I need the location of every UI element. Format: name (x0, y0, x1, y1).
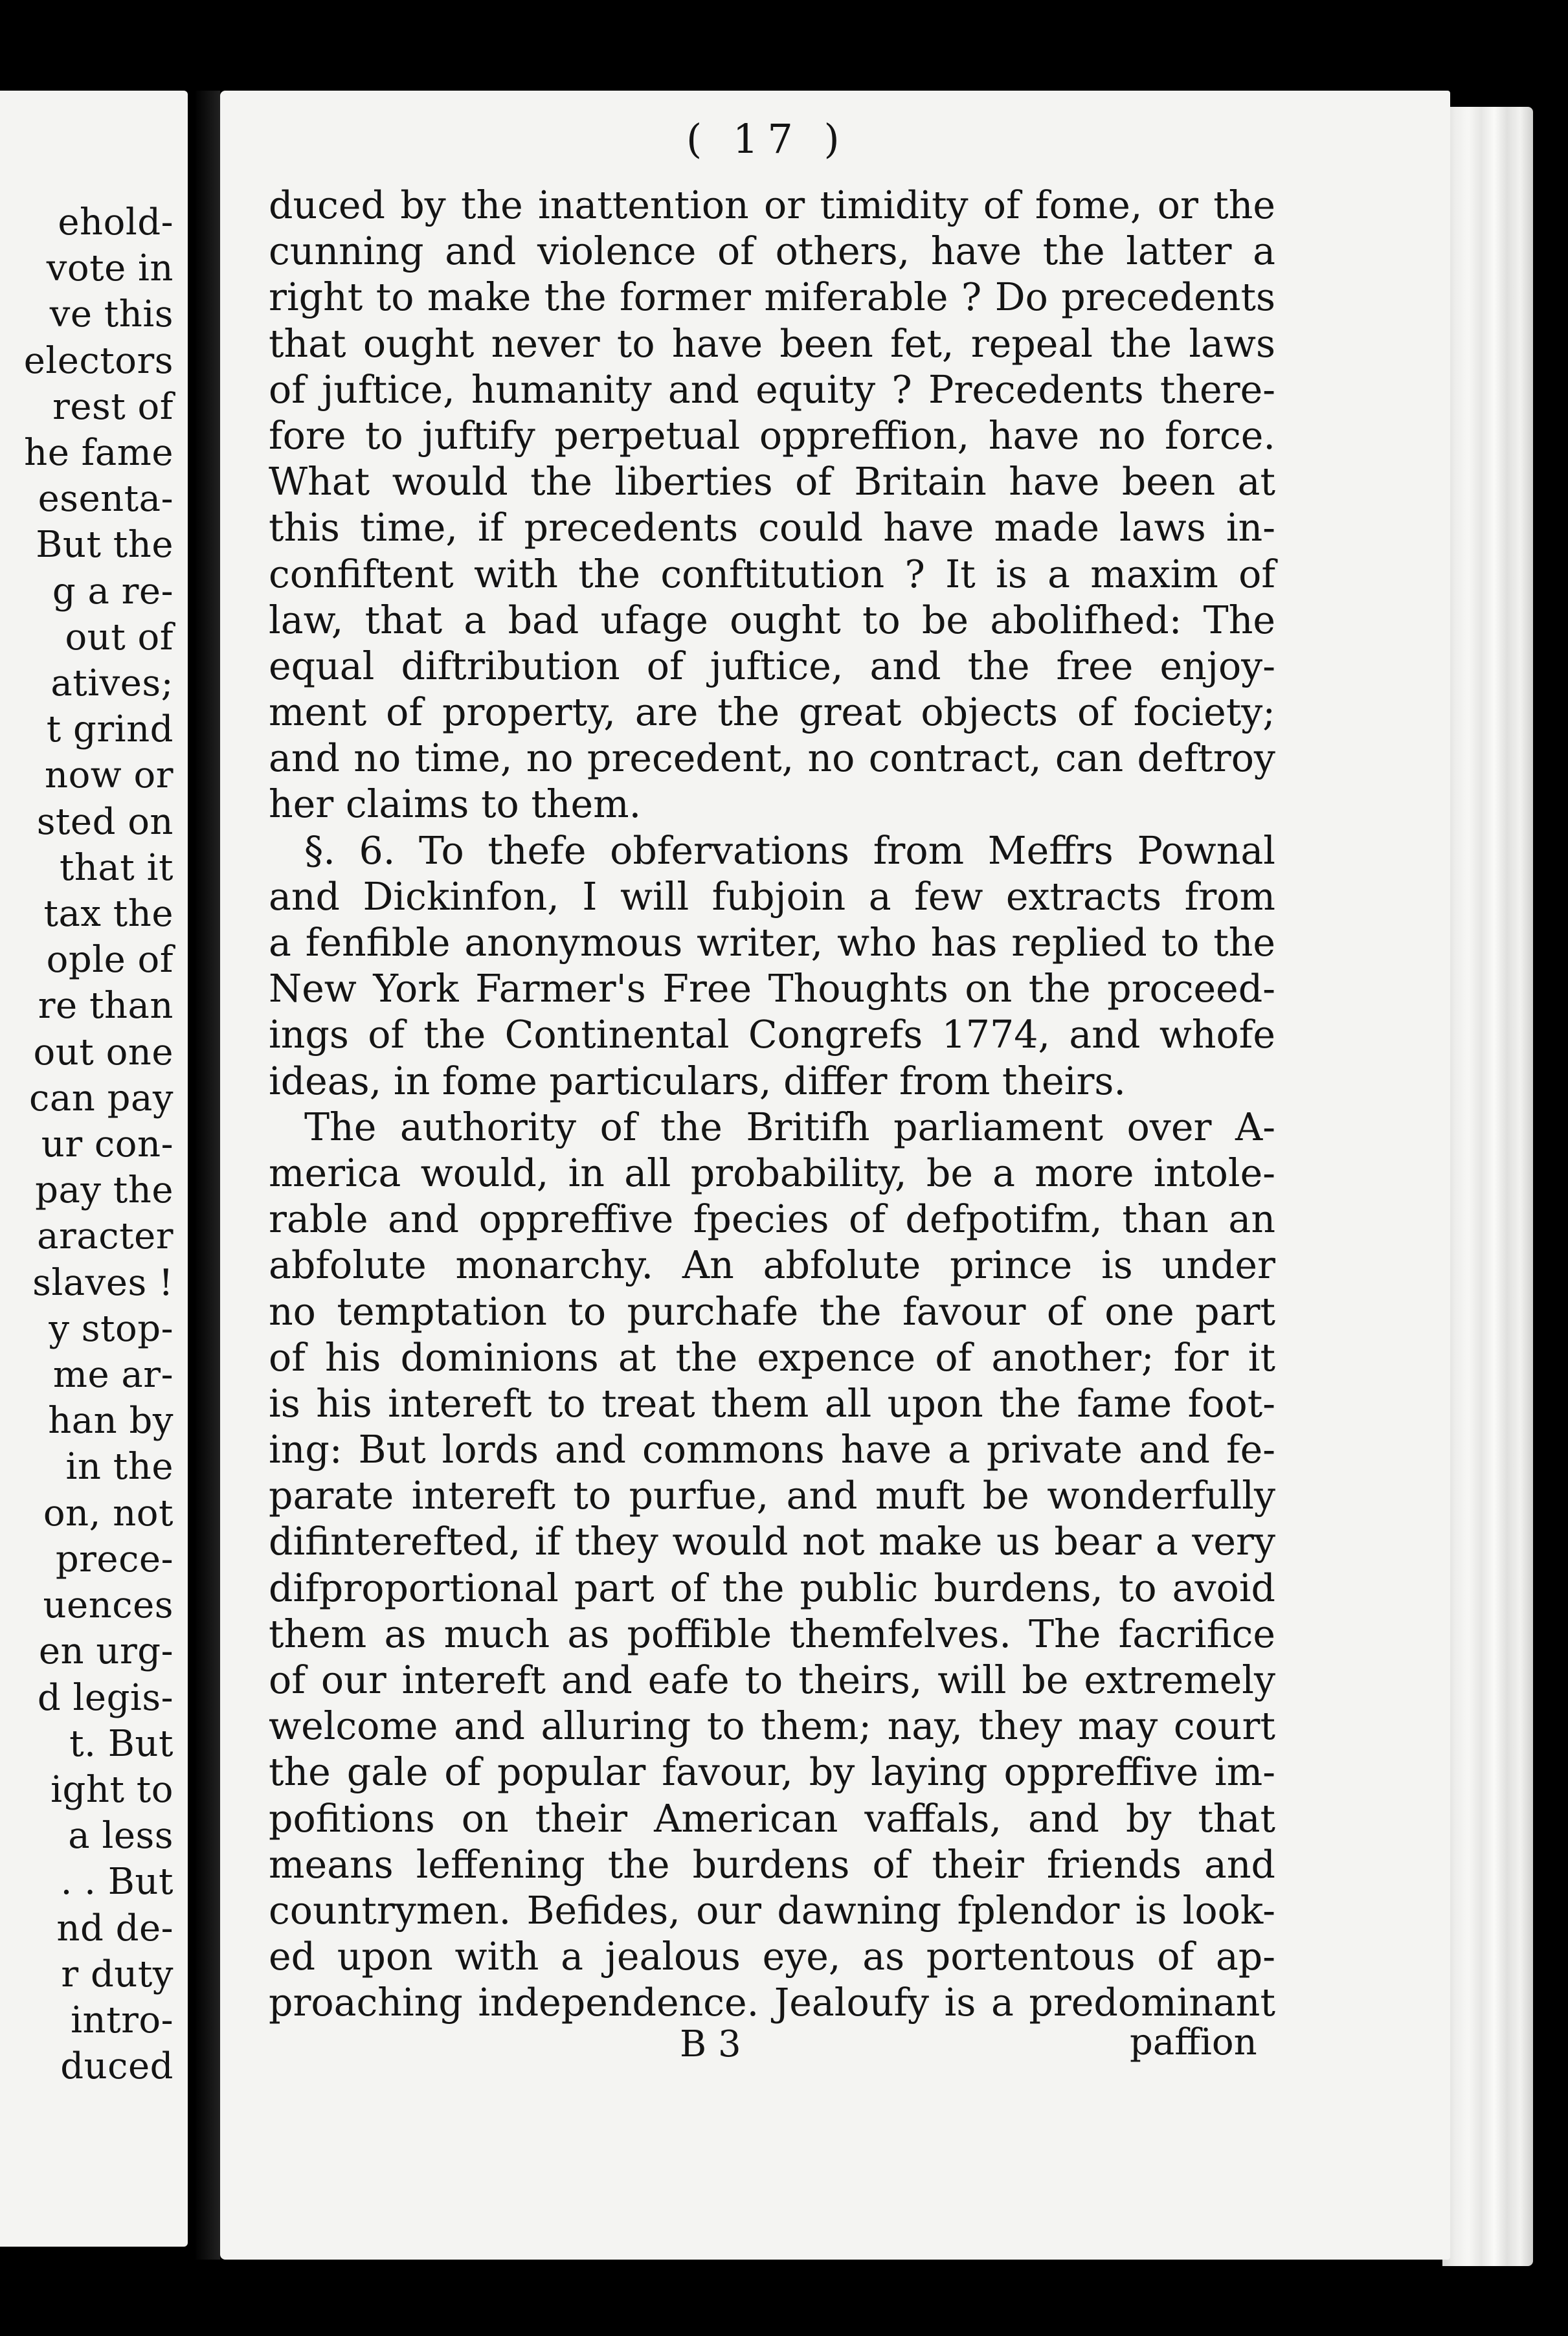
text-line: welcome and alluring to them; nay, they may court (269, 1704, 1275, 1749)
facing-page-line: intro- (71, 1999, 174, 2041)
facing-page-line: atives; (50, 662, 174, 705)
facing-page-line: electors (23, 339, 174, 382)
text-line: ment of property, are the great objects of fociety; (269, 690, 1275, 735)
text-line: duced by the inattention or timidity of fome, or the (269, 183, 1275, 227)
text-line: her claims to them. (269, 782, 642, 827)
facing-page-line: on, not (43, 1492, 174, 1534)
text-line: and Dickinfon, I will fubjoin a few extracts from (269, 874, 1275, 919)
facing-page-text (24, 199, 174, 2089)
facing-page-line: r duty (61, 1953, 174, 1995)
facing-page-line: out of (65, 616, 174, 658)
facing-page-line: a less (68, 1815, 174, 1858)
text-line: §. 6. To thefe obfervations from Meffrs Pownal (304, 828, 1275, 873)
facing-page-line: re than (38, 985, 174, 1028)
facing-page-line: rest of (52, 385, 174, 428)
text-line: a fenfible anonymous writer, who has replied to the (269, 921, 1275, 965)
text-line: law, that a bad ufage ought to be abolifhed: The (269, 598, 1275, 642)
facing-page-line: out one (33, 1031, 174, 1073)
catchword: paffion (1130, 2021, 1257, 2063)
facing-page-line: now or (45, 754, 174, 797)
facing-page-line: vote in (46, 247, 174, 290)
facing-page-line: t grind (46, 708, 174, 751)
text-line: the gale of popular favour, by laying oppreffive im- (269, 1750, 1275, 1795)
text-line: ing: But lords and commons have a private and fe- (269, 1428, 1275, 1472)
text-line: confiftent with the conftitution ? It is a maxim of (269, 552, 1275, 596)
text-line: proaching independence. Jealoufy is a predominant (269, 1981, 1275, 2025)
text-line: The authority of the Britifh parliament over A- (304, 1105, 1275, 1149)
text-line: parate intereft to purfue, and muft be wonderfully (269, 1474, 1275, 1518)
facing-page-line: ur con- (41, 1123, 174, 1166)
facing-page-line: tax the (43, 893, 174, 936)
facing-page-line: slaves ! (32, 1261, 174, 1304)
text-line: of juftice, humanity and equity ? Precedents there- (269, 367, 1275, 412)
text-line: countrymen. Befides, our dawning fplendor is look- (269, 1888, 1275, 1933)
text-line: them as much as poffible themfelves. The facrifice (269, 1612, 1275, 1656)
facing-page-line: ight to (50, 1768, 174, 1811)
text-line: ings of the Continental Congrefs 1774, and whofe (269, 1013, 1275, 1057)
text-line: is his intereft to treat them all upon the fame foot- (269, 1381, 1275, 1426)
page-edges (1442, 107, 1533, 2266)
facing-page-line: nd de- (56, 1907, 174, 1949)
text-line: pofitions on their American vaffals, and by that (269, 1796, 1275, 1841)
facing-page-line: d legis- (37, 1676, 174, 1719)
facing-page-line: pay the (35, 1169, 174, 1212)
text-line: What would the liberties of Britain have been at (269, 460, 1275, 504)
text-line: means leffening the burdens of their friends and (269, 1842, 1275, 1887)
text-line: difproportional part of the public burdens, to avoid (269, 1566, 1275, 1610)
page-number: ( 17 ) (686, 115, 849, 163)
facing-page-line: ople of (46, 939, 174, 982)
facing-page-line: g a re- (52, 570, 174, 612)
facing-page-line: uences (43, 1584, 174, 1627)
facing-page-line: But the (36, 524, 174, 567)
text-line: cunning and violence of others, have the latter a (269, 229, 1275, 274)
text-line: this time, if precedents could have made laws in- (269, 506, 1275, 550)
text-line: abfolute monarchy. An abfolute prince is under (269, 1243, 1275, 1288)
facing-page-line: duced (60, 2045, 174, 2088)
text-line: right to make the former miferable ? Do precedents (269, 275, 1275, 320)
text-line: of our intereft and eafe to theirs, will be extremely (269, 1658, 1275, 1702)
text-line: New York Farmer's Free Thoughts on the proceed- (269, 967, 1275, 1011)
text-line: that ought never to have been fet, repeal the laws (269, 321, 1275, 366)
facing-page-line: he fame (24, 432, 174, 475)
text-line: and no time, no precedent, no contract, can deftroy (269, 736, 1275, 781)
facing-page-line: . . But (60, 1861, 174, 1904)
text-line: no temptation to purchafe the favour of one part (269, 1289, 1275, 1334)
text-line: ideas, in fome particulars, differ from theirs. (269, 1059, 1126, 1103)
text-line: difinterefted, if they would not make us bear a very (269, 1520, 1275, 1564)
facing-page-line: prece- (55, 1538, 174, 1580)
facing-page-line: sted on (36, 800, 174, 843)
facing-page (0, 91, 188, 2247)
facing-page-line: han by (48, 1400, 174, 1443)
facing-page-line: en urg- (38, 1630, 174, 1673)
facing-page-line: that it (59, 846, 174, 889)
facing-page-line: aracter (37, 1215, 174, 1258)
facing-page-line: ehold- (58, 201, 174, 243)
signature-mark: B 3 (680, 2023, 741, 2065)
facing-page-line: in the (65, 1446, 174, 1488)
text-line: equal diftribution of juftice, and the free enjoy- (269, 644, 1275, 688)
text-line: of his dominions at the expence of another; for it (269, 1335, 1275, 1380)
facing-page-line: y stop- (49, 1307, 174, 1350)
text-line: merica would, in all probability, be a more intole- (269, 1151, 1275, 1195)
text-line: fore to juftify perpetual oppreffion, have no force. (269, 413, 1275, 458)
facing-page-line: can pay (29, 1077, 174, 1119)
facing-page-line: ve this (49, 293, 174, 336)
text-line: rable and oppreffive fpecies of defpotifm, than an (269, 1197, 1275, 1242)
facing-page-line: esenta- (38, 478, 174, 521)
text-line: ed upon with a jealous eye, as portentous of ap- (269, 1935, 1275, 1979)
book-gutter (194, 91, 220, 2260)
facing-page-line: me ar- (52, 1354, 174, 1397)
facing-page-line: t. But (69, 1722, 174, 1765)
body-text (269, 183, 1275, 2027)
